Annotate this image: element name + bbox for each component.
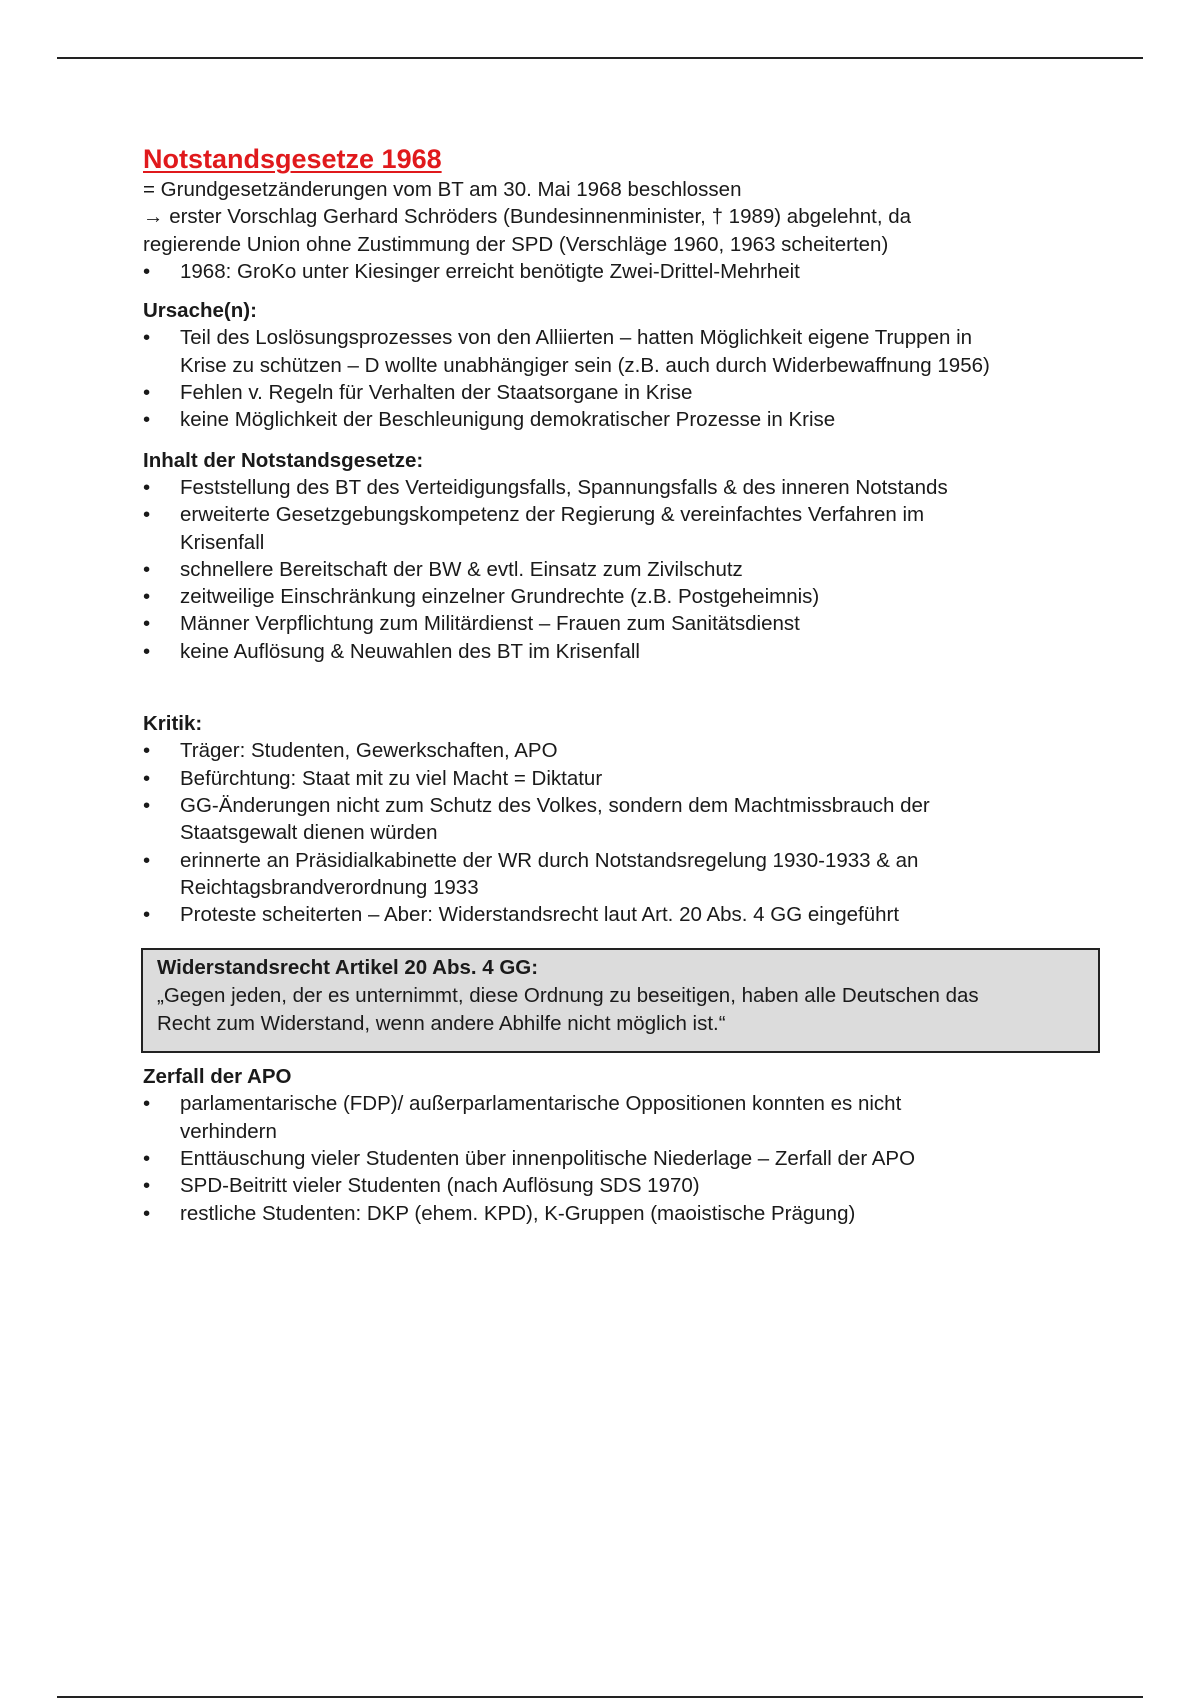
bullet-icon: •	[143, 848, 151, 872]
list-item-text: verhindern	[180, 1119, 277, 1143]
bullet-icon: •	[143, 503, 151, 527]
bullet-icon: •	[143, 408, 151, 432]
bullet-icon: •	[143, 1201, 151, 1225]
list-item-text: Enttäuschung vieler Studenten über innenpolitische Niederlage – Zerfall der APO	[180, 1146, 916, 1170]
bullet-icon: •	[143, 1146, 151, 1170]
intro-line: regierende Union ohne Zustimmung der SPD (Verschläge 1960, 1963 scheiterten)	[143, 232, 889, 256]
bullet-icon: •	[143, 766, 151, 790]
list-item	[143, 258, 1123, 285]
list-item	[143, 1145, 1123, 1172]
list-item	[143, 324, 1123, 379]
list-item	[143, 379, 1123, 406]
list-item-text: 1968: GroKo unter Kiesinger erreicht benötigte Zwei-Drittel-Mehrheit	[180, 259, 800, 283]
intro-line: → erster Vorschlag Gerhard Schröders (Bundesinnenminister, † 1989) abgelehnt, da	[143, 205, 912, 229]
inhalt-list	[143, 474, 1123, 665]
list-item-text: erweiterte Gesetzgebungskompetenz der Regierung & vereinfachtes Verfahren im	[180, 503, 925, 527]
list-item	[143, 610, 1123, 637]
list-item	[143, 792, 1123, 847]
list-item	[143, 406, 1123, 433]
section-heading-kritik: Kritik:	[143, 712, 203, 736]
box-quote-line: Recht zum Widerstand, wenn andere Abhilfe nicht möglich ist.“	[157, 1011, 726, 1035]
bullet-icon: •	[143, 381, 151, 405]
list-item-text: Befürchtung: Staat mit zu viel Macht = Diktatur	[180, 766, 603, 790]
list-item-text: Träger: Studenten, Gewerkschaften, APO	[180, 739, 558, 763]
list-item-text: SPD-Beitritt vieler Studenten (nach Auflösung SDS 1970)	[180, 1174, 700, 1198]
list-item-text: Krise zu schützen – D wollte unabhängiger sein (z.B. auch durch Widerbewaffnung 1956)	[180, 353, 990, 377]
bullet-icon: •	[143, 1092, 151, 1116]
list-item	[143, 474, 1123, 501]
section-heading-zerfall: Zerfall der APO	[143, 1065, 292, 1089]
bullet-icon: •	[143, 326, 151, 350]
section-heading-inhalt: Inhalt der Notstandsgesetze:	[143, 448, 424, 472]
list-item-text: Proteste scheiterten – Aber: Widerstandsrecht laut Art. 20 Abs. 4 GG eingeführt	[180, 903, 900, 927]
list-item-text: zeitweilige Einschränkung einzelner Grundrechte (z.B. Postgeheimnis)	[180, 585, 820, 609]
section-heading-ursachen: Ursache(n):	[143, 299, 257, 323]
widerstandsrecht-box	[141, 948, 1100, 1053]
bullet-icon: •	[143, 259, 151, 283]
list-item-text: keine Auflösung & Neuwahlen des BT im Krisenfall	[180, 639, 640, 663]
list-item	[143, 1200, 1123, 1227]
header-rule	[57, 57, 1143, 59]
intro-bullet-list	[143, 258, 1123, 285]
ursachen-list	[143, 324, 1123, 433]
intro-line: = Grundgesetzänderungen vom BT am 30. Mai 1968 beschlossen	[143, 178, 742, 201]
bullet-icon: •	[143, 475, 151, 499]
list-item-text: GG-Änderungen nicht zum Schutz des Volkes, sondern dem Machtmissbrauch der	[180, 793, 930, 817]
bullet-icon: •	[143, 585, 151, 609]
list-item-text: Reichtagsbrandverordnung 1933	[180, 875, 479, 899]
list-item	[143, 765, 1123, 792]
box-heading: Widerstandsrecht Artikel 20 Abs. 4 GG:	[157, 956, 539, 980]
list-item	[143, 901, 1123, 928]
document-title: Notstandsgesetze 1968	[143, 144, 442, 174]
list-item	[143, 847, 1123, 902]
list-item-text: Krisenfall	[180, 530, 265, 554]
list-item-text: erinnerte an Präsidialkabinette der WR durch Notstandsregelung 1930-1933 & an	[180, 848, 919, 872]
document-body	[143, 142, 1123, 1227]
list-item	[143, 1090, 1123, 1145]
list-item-text: Feststellung des BT des Verteidigungsfalls, Spannungsfalls & des inneren Notstands	[180, 475, 948, 499]
list-item	[143, 638, 1123, 665]
list-item-text: Männer Verpflichtung zum Militärdienst – Frauen zum Sanitätsdienst	[180, 612, 800, 636]
list-item	[143, 556, 1123, 583]
bullet-icon: •	[143, 612, 151, 636]
bullet-icon: •	[143, 557, 151, 581]
footer-rule	[57, 1696, 1143, 1698]
list-item-text: Staatsgewalt dienen würden	[180, 821, 438, 845]
list-item-text: parlamentarische (FDP)/ außerparlamentarische Oppositionen konnten es nicht	[180, 1092, 902, 1116]
bullet-icon: •	[143, 793, 151, 817]
bullet-icon: •	[143, 739, 151, 763]
bullet-icon: •	[143, 639, 151, 663]
list-item	[143, 583, 1123, 610]
list-item	[143, 501, 1123, 556]
box-quote-line: „Gegen jeden, der es unternimmt, diese Ordnung zu beseitigen, haben alle Deutschen das	[157, 984, 979, 1008]
list-item-text: Teil des Loslösungsprozesses von den Alliierten – hatten Möglichkeit eigene Truppen in	[180, 326, 973, 350]
bullet-icon: •	[143, 903, 151, 927]
list-item-text: keine Möglichkeit der Beschleunigung demokratischer Prozesse in Krise	[180, 408, 836, 432]
list-item	[143, 737, 1123, 764]
list-item-text: schnellere Bereitschaft der BW & evtl. Einsatz zum Zivilschutz	[180, 557, 743, 581]
kritik-list	[143, 737, 1123, 928]
zerfall-list	[143, 1090, 1123, 1226]
bullet-icon: •	[143, 1174, 151, 1198]
list-item-text: Fehlen v. Regeln für Verhalten der Staatsorgane in Krise	[180, 381, 693, 405]
list-item-text: restliche Studenten: DKP (ehem. KPD), K-Gruppen (maoistische Prägung)	[180, 1201, 856, 1225]
list-item	[143, 1172, 1123, 1199]
